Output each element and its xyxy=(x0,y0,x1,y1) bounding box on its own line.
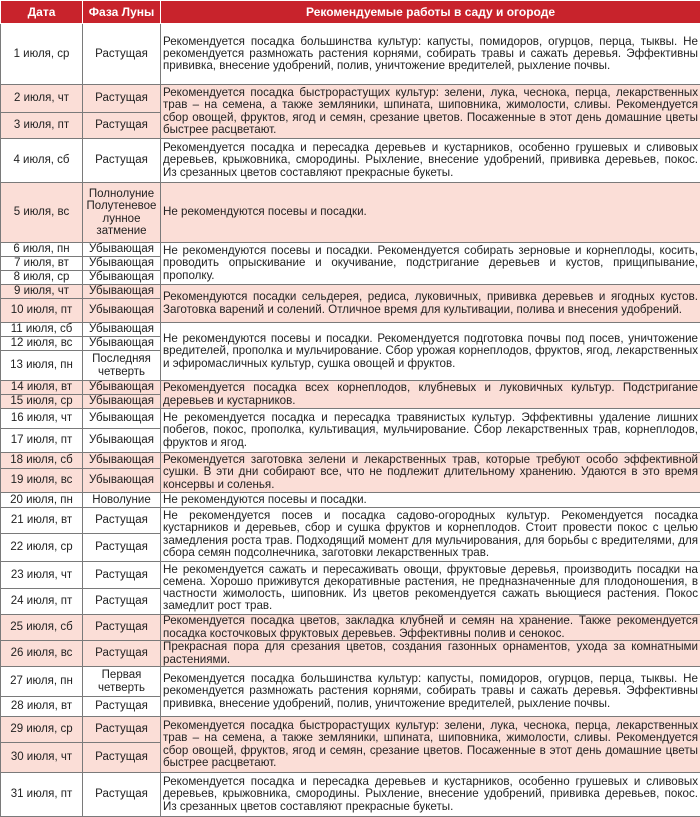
moon-phase-cell: Последняя четверть xyxy=(83,351,161,381)
moon-phase-cell: Убывающая xyxy=(83,395,161,409)
date-cell: 12 июля, вс xyxy=(1,337,83,351)
moon-phase-cell: Растущая xyxy=(83,717,161,743)
table-row xyxy=(1,508,700,534)
moon-phase-cell: Растущая xyxy=(83,773,161,817)
table-row xyxy=(1,615,700,641)
date-cell: 23 июля, чт xyxy=(1,562,83,589)
table-row xyxy=(1,323,700,337)
date-cell: 26 июля, вс xyxy=(1,641,83,667)
moon-phase-cell: Убывающая xyxy=(83,243,161,257)
date-cell: 1 июля, ср xyxy=(1,24,83,85)
recommendation-cell: Рекомендуется посадка и пересадка деревьев и кустарников, особенно грушевых и сливовых деревьев, крыжовника, смородины. Рыхление, внесение удобрений, прививка деревьев, покос. Из срезанных цветов составляют прекрасные букеты. xyxy=(161,139,700,183)
header-date: Дата xyxy=(1,1,83,24)
table-row xyxy=(1,717,700,743)
date-cell: 7 июля, вт xyxy=(1,257,83,271)
moon-phase-cell: Растущая xyxy=(83,508,161,534)
table-body xyxy=(1,24,700,817)
moon-phase-cell: Убывающая xyxy=(83,257,161,271)
date-cell: 17 июля, пт xyxy=(1,429,83,453)
date-cell: 29 июля, ср xyxy=(1,717,83,743)
moon-phase-cell: Растущая xyxy=(83,113,161,139)
recommendation-cell: Не рекомендуются посевы и посадки. xyxy=(161,493,700,508)
table-row xyxy=(1,773,700,817)
table-row xyxy=(1,409,700,429)
table-header-row xyxy=(1,1,700,24)
recommendation-cell: Рекомендуется посадка большинства культур: капусты, помидоров, огурцов, перца, тыквы. Не рекомендуется размножать растения корнями, собирать травы и сажать деревья. Эффективны прививка, внесение удобрений, полив, уничтожение вредителей, рыхление почвы. xyxy=(161,667,700,717)
moon-phase-cell: Первая четверть xyxy=(83,667,161,697)
recommendation-cell: Не рекомендуются посевы и посадки. Рекомендуется собирать зерновые и корнеплоды, косить, проводить опрыскивание и окучивание, подстригание деревьев и кустов, прищипывание, прополку. xyxy=(161,243,700,285)
date-cell: 18 июля, сб xyxy=(1,453,83,469)
moon-phase-cell: Убывающая xyxy=(83,453,161,469)
recommendation-cell: Рекомендуется посадка всех корнеплодов, клубневых и луковичных культур. Подстригание деревьев и кустарников. xyxy=(161,381,700,409)
moon-phase-cell: Растущая xyxy=(83,139,161,183)
date-cell: 20 июля, пн xyxy=(1,493,83,508)
moon-phase-cell: Убывающая xyxy=(83,285,161,299)
table-row xyxy=(1,562,700,589)
date-cell: 15 июля, ср xyxy=(1,395,83,409)
moon-phase-cell: Убывающая xyxy=(83,337,161,351)
recommendation-cell: Не рекомендуется посадка и пересадка травянистых культур. Эффективны удаление лишних побегов, покос, прополка, культивация, мульчирование. Сбор лекарственных трав, корнеплодов, фруктов и ягод. xyxy=(161,409,700,453)
recommendation-cell: Не рекомендуются посевы и посадки. Рекомендуется подготовка почвы под посев, уничтожение вредителей, прополка и мульчирование. Сбор урожая корнеплодов, фруктов, ягод, лекарственных и эфиромасличных культур, сушка овощей и фруктов. xyxy=(161,323,700,381)
date-cell: 19 июля, вс xyxy=(1,469,83,493)
table-row xyxy=(1,381,700,395)
recommendation-cell: Рекомендуется посадка быстрорастущих культур: зелени, лука, чеснока, перца, лекарственных трав – на семена, а также земляники, шпината, шиповника, жимолости, сливы. Рекомендуется сбор овощей, фруктов, ягод и семян, срезание цветов. Посаженные в этот день домашние цветы быстрее расцветают. xyxy=(161,717,700,773)
table-row xyxy=(1,139,700,183)
moon-phase-cell: Растущая xyxy=(83,24,161,85)
date-cell: 9 июля, чт xyxy=(1,285,83,299)
date-cell: 28 июля, вт xyxy=(1,697,83,717)
moon-phase-cell: Убывающая xyxy=(83,469,161,493)
table-row xyxy=(1,24,700,85)
recommendation-cell: Рекомендуется заготовка зелени и лекарственных трав, которые требуют особо эффективной сушки. В эти дни собирают все, что не подлежит длительному хранению. Удаются в это время консервы и соленья. xyxy=(161,453,700,493)
date-cell: 24 июля, пт xyxy=(1,589,83,615)
recommendation-cell: Рекомендуется посадка быстрорастущих культур: зелени, лука, чеснока, перца, лекарственных трав – на семена, а также земляники, шпината, шиповника, жимолости, сливы. Рекомендуется сбор овощей, фруктов, ягод и семян, срезание цветов. Посаженные в этот день домашние цветы быстрее расцветают. xyxy=(161,85,700,139)
date-cell: 31 июля, пт xyxy=(1,773,83,817)
moon-phase-cell: Убывающая xyxy=(83,429,161,453)
moon-phase-cell: Растущая xyxy=(83,641,161,667)
moon-phase-cell: Убывающая xyxy=(83,323,161,337)
date-cell: 11 июля, сб xyxy=(1,323,83,337)
date-cell: 25 июля, сб xyxy=(1,615,83,641)
moon-phase-cell: Убывающая xyxy=(83,381,161,395)
moon-phase-cell: Новолуние xyxy=(83,493,161,508)
recommendation-cell: Рекомендуется посадка большинства культур: капусты, помидоров, огурцов, перца, тыквы. Не рекомендуется размножать растения корнями, собирать травы и сажать деревья. Эффективны прививка, внесение удобрений, полив, уничтожение вредителей, рыхление почвы. xyxy=(161,24,700,85)
table-row xyxy=(1,183,700,243)
recommendation-cell: Рекомендуется посадка и пересадка деревьев и кустарников, особенно грушевых и сливовых деревьев, крыжовника, смородины. Рыхление, внесение удобрений, прививка деревьев, покос. Из срезанных цветов составляют прекрасные букеты. xyxy=(161,773,700,817)
date-cell: 16 июля, чт xyxy=(1,409,83,429)
moon-phase-cell: Растущая xyxy=(83,85,161,113)
recommendation-cell: Не рекомендуются посевы и посадки. xyxy=(161,183,700,243)
date-cell: 5 июля, вс xyxy=(1,183,83,243)
moon-phase-cell: Убывающая xyxy=(83,409,161,429)
date-cell: 10 июля, пт xyxy=(1,299,83,323)
recommendation-cell: Не рекомендуется сажать и пересаживать овощи, фруктовые деревья, производить посадки на семена. Хорошо приживутся декоративные растения, не предназначенные для плодоношения, в частности жимолость, шиповник. Из цветов рекомендуется сажать вьющиеся растения. Покос замедлит рост трав. xyxy=(161,562,700,615)
moon-phase-cell: Растущая xyxy=(83,534,161,562)
moon-phase-cell: Растущая xyxy=(83,562,161,589)
table-row xyxy=(1,285,700,299)
date-cell: 6 июля, пн xyxy=(1,243,83,257)
table-row xyxy=(1,85,700,113)
moon-phase-cell: Убывающая xyxy=(83,271,161,285)
date-cell: 3 июля, пт xyxy=(1,113,83,139)
date-cell: 27 июля, пн xyxy=(1,667,83,697)
header-moon-phase: Фаза Луны xyxy=(83,1,161,24)
date-cell: 8 июля, ср xyxy=(1,271,83,285)
table-row xyxy=(1,453,700,469)
moon-phase-cell: Растущая xyxy=(83,589,161,615)
table-row xyxy=(1,243,700,257)
table-row xyxy=(1,641,700,667)
date-cell: 30 июля, чт xyxy=(1,743,83,773)
recommendation-cell: Рекомендуется посадка цветов, закладка клубней и семян на хранение. Также рекомендуется посадка косточковых фруктовых деревьев. Эффективны полив и сенокос. xyxy=(161,615,700,641)
table-row xyxy=(1,493,700,508)
date-cell: 2 июля, чт xyxy=(1,85,83,113)
moon-phase-cell: Убывающая xyxy=(83,299,161,323)
header-recommended-work: Рекомендуемые работы в саду и огороде xyxy=(161,1,700,24)
date-cell: 4 июля, сб xyxy=(1,139,83,183)
date-cell: 13 июля, пн xyxy=(1,351,83,381)
date-cell: 14 июля, вт xyxy=(1,381,83,395)
recommendation-cell: Рекомендуются посадки сельдерея, редиса, луковичных, прививка деревьев и ягодных кустов. Заготовка варений и солений. Отличное время для культивации, полива и внесения удобрений. xyxy=(161,285,700,323)
moon-phase-cell: Растущая xyxy=(83,615,161,641)
moon-phase-cell: Растущая xyxy=(83,697,161,717)
date-cell: 21 июля, вт xyxy=(1,508,83,534)
table-row xyxy=(1,667,700,697)
date-cell: 22 июля, ср xyxy=(1,534,83,562)
moon-phase-cell: Полнолуние Полутеневое лунное затмение xyxy=(83,183,161,243)
recommendation-cell: Прекрасная пора для срезания цветов, создания газонных орнаментов, ухода за комнатными растениями. xyxy=(161,641,700,667)
moon-phase-cell: Растущая xyxy=(83,743,161,773)
recommendation-cell: Не рекомендуется посев и посадка садово-огородных культур. Рекомендуется посадка кустарников и деревьев, сбор и сушка фруктов и корнеплодов. Стоит провести покос с целью замедления роста трав. Подходящий момент для мульчирования, для борьбы с вредителями, для сбора семян подсолнечника, заготовки лекарственных трав. xyxy=(161,508,700,562)
